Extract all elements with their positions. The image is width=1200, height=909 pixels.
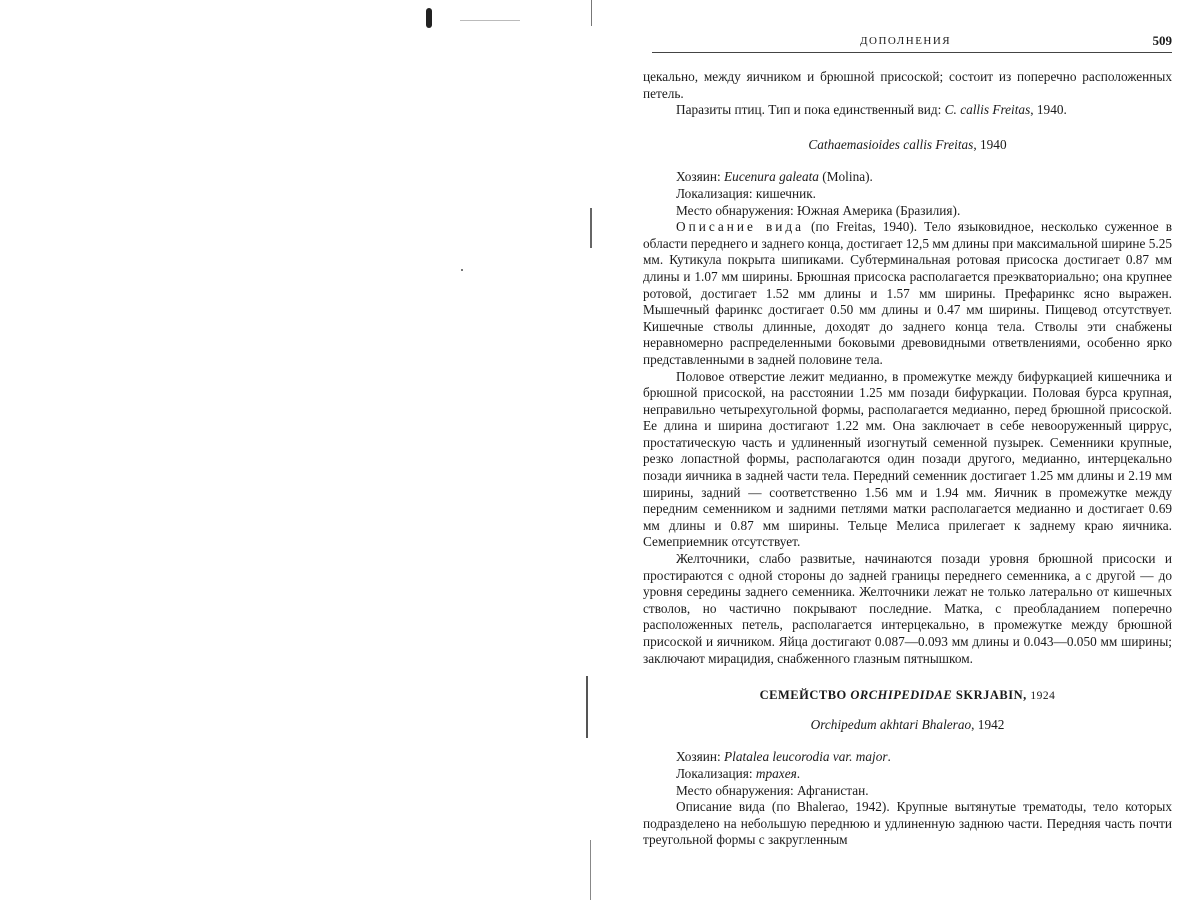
host-line	[643, 169, 1172, 186]
parasites-text: Паразиты птиц. Тип и пока единственный вид:	[676, 102, 945, 118]
species-heading-cathaemasioides	[643, 137, 1172, 154]
species2-year: , 1942	[971, 716, 1005, 732]
location-line: Место обнаружения: Южная Америка (Бразилия).	[676, 202, 961, 218]
host-author: (Molina).	[818, 169, 873, 185]
species2-name: Orchipedum akhtari Bhalerao	[810, 716, 972, 732]
scan-mark-vertical-2	[590, 208, 592, 248]
family-author: SKRJABIN,	[952, 688, 1031, 703]
species-heading-orchipedum	[643, 717, 1172, 734]
scan-mark-vertical-3	[586, 676, 588, 738]
vitellaria-paragraph: Желточники, слабо развитые, начинаются позади уровня брюшной присоски и простираются с одной стороны до задней границы переднего семенника, а с другой — до уровня середины заднего семенника. Желточники лежат не только латерально от кишечных стволов, но частично покрывают последние. Матка, с преобладанием поперечно расположенных петель, располагается интерцекально, в промежутке между брюшной присоской и яичником. Яйца достигают 0.087—0.093 мм длины и 0.043—0.050 мм ширины; заключают мирацидия, снабженного глазным пятнышком.	[643, 551, 1172, 666]
description-text: (по Freitas, 1940). Тело языковидное, несколько суженное в области переднего и заднего конца, достигает 12,5 мм длины при максимальной ширине 5.25 мм. Кутикула покрыта шипиками. Субтерминальная ротовая присоска достигает 0.87 мм длины и 1.07 мм ширины. Брюшная присоска располагается преэкваториально; она крупнее ротовой, достигает 1.52 мм длины и 1.57 мм ширины. Префаринкс ясно выражен. Мышечный фаринкс достигает 0.50 мм длины и 0.47 мм ширины. Пищевод отсутствует. Кишечные стволы длинные, доходят до заднего конца тела. Стволы эти снабжены неравномерно распределенными боковыми древовидными ответвлениями, особенно ярко представленными в задней половине тела.	[643, 219, 1172, 367]
running-title: ДОПОЛНЕНИЯ	[860, 35, 952, 47]
family-prefix: СЕМЕЙСТВО	[759, 688, 851, 703]
description-paragraph-2: Описание вида (по Bhalerao, 1942). Крупные вытянутые трематоды, тело которых подразделено на небольшую переднюю и удлиненную заднюю части. Передняя часть почти треугольной формы с закругленным	[643, 799, 1172, 848]
host-line-2	[643, 749, 1172, 766]
host-label: Хозяин:	[676, 169, 725, 185]
paragraph-intro: цекально, между яичником и брюшной присоской; состоит из поперечно расположенных петель.	[643, 69, 1172, 101]
page-body	[643, 69, 1172, 849]
localization-line: Локализация: кишечник.	[676, 185, 816, 201]
book-page	[630, 0, 1172, 909]
scan-mark-dots	[460, 20, 520, 21]
family-heading	[643, 687, 1172, 705]
family-year: 1924	[1030, 690, 1056, 703]
genital-paragraph: Половое отверстие лежит медианно, в промежутке между бифуркацией кишечника и брюшной присоской, на расстоянии 1.25 мм позади бифуркации. Половая бурса крупная, неправильно четырехугольной формы, располагается медианно, перед брюшной присоской. Ее длина и ширина достигают 1.22 мм. Она заключает в себе невооруженный циррус, простатическую часть и удлиненный изогнутый семенной пузырек. Семенники крупные, резко лопастной формы, располагаются один позади другого, медианно, интерцекально позади яичника в задней части тела. Передний семенник достигает 1.25 мм длины и 2.19 мм ширины, задний — соответственно 1.56 мм и 1.94 мм. Яичник в промежутке между передним семенником и задними петлями матки располагается медианно и достигает 0.69 мм длины и 0.87 мм ширины. Тельце Мелиса прилегает к заднему краю яичника. Семеприемник отсутствует.	[643, 368, 1172, 550]
local2-end: .	[796, 765, 801, 781]
local2-value: трахея	[755, 765, 797, 781]
scan-mark-vertical-4	[590, 840, 591, 900]
localization-line-2	[643, 766, 1172, 783]
description-label: Описание вида	[676, 219, 805, 235]
host2-label: Хозяин:	[676, 749, 725, 765]
page-number: 509	[1152, 33, 1172, 48]
host2-name: Platalea leucorodia var. major	[724, 749, 888, 765]
species-name: Cathaemasioides callis Freitas	[808, 136, 974, 152]
parasites-species: C. callis Freitas	[944, 102, 1031, 118]
family-name: ORCHIPEDIDAE	[850, 688, 953, 703]
paragraph-parasites	[643, 102, 1172, 119]
host-name: Eucenura galeata	[724, 169, 819, 185]
header-rule	[652, 52, 1172, 53]
parasites-year: , 1940.	[1030, 102, 1067, 118]
scan-mark-vertical	[591, 0, 592, 26]
scan-mark-top-left	[426, 8, 432, 28]
species-year: , 1940	[973, 136, 1007, 152]
local2-label: Локализация:	[676, 765, 756, 781]
description-paragraph	[643, 219, 1172, 368]
host2-end: .	[887, 749, 891, 765]
scan-dot	[461, 269, 463, 271]
location-line-2: Место обнаружения: Афганистан.	[676, 782, 869, 798]
